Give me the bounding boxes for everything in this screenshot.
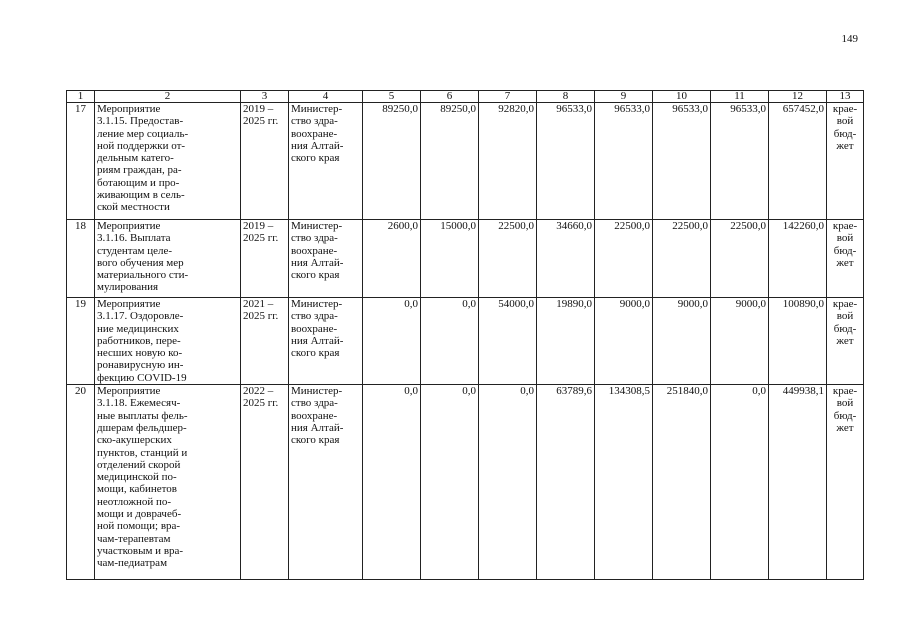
amount-cell: 15000,0 <box>421 220 479 298</box>
column-header: 2 <box>95 91 241 103</box>
amount-cell: 96533,0 <box>711 103 769 220</box>
executor-cell: Министер- ство здра- воохране- ния Алтай- ского края <box>289 385 363 580</box>
amount-cell: 142260,0 <box>769 220 827 298</box>
amount-cell: 0,0 <box>363 298 421 385</box>
row-number-cell: 17 <box>67 103 95 220</box>
column-header: 4 <box>289 91 363 103</box>
amount-cell: 251840,0 <box>653 385 711 580</box>
amount-cell: 89250,0 <box>421 103 479 220</box>
period-cell: 2019 – 2025 гг. <box>241 220 289 298</box>
column-header: 10 <box>653 91 711 103</box>
column-header: 12 <box>769 91 827 103</box>
header-row <box>67 91 864 103</box>
amount-cell: 96533,0 <box>653 103 711 220</box>
measure-cell: Мероприятие 3.1.16. Выплата студентам целе- вого обучения мер материального сти- мулирования <box>95 220 241 298</box>
column-header: 3 <box>241 91 289 103</box>
column-header: 6 <box>421 91 479 103</box>
table-row <box>67 385 864 580</box>
row-number-cell: 20 <box>67 385 95 580</box>
measure-cell: Мероприятие 3.1.17. Оздоровле- ние медицинских работников, пере- несших новую ко- ронавирусную ин- фекцию COVID-19 <box>95 298 241 385</box>
page-number: 149 <box>841 33 858 45</box>
funding-source-cell: крае- вой бюд- жет <box>827 220 864 298</box>
amount-cell: 92820,0 <box>479 103 537 220</box>
amount-cell: 22500,0 <box>711 220 769 298</box>
amount-cell: 19890,0 <box>537 298 595 385</box>
amount-cell: 22500,0 <box>479 220 537 298</box>
amount-cell: 22500,0 <box>595 220 653 298</box>
amount-cell: 0,0 <box>363 385 421 580</box>
amount-cell: 0,0 <box>421 298 479 385</box>
amount-cell: 100890,0 <box>769 298 827 385</box>
table-row <box>67 103 864 220</box>
executor-cell: Министер- ство здра- воохране- ния Алтай- ского края <box>289 298 363 385</box>
amount-cell: 9000,0 <box>653 298 711 385</box>
table-body <box>67 103 864 580</box>
amount-cell: 9000,0 <box>595 298 653 385</box>
funding-source-cell: крае- вой бюд- жет <box>827 298 864 385</box>
amount-cell: 22500,0 <box>653 220 711 298</box>
column-header: 8 <box>537 91 595 103</box>
executor-cell: Министер- ство здра- воохране- ния Алтай- ского края <box>289 220 363 298</box>
amount-cell: 0,0 <box>711 385 769 580</box>
funding-source-cell: крае- вой бюд- жет <box>827 385 864 580</box>
amount-cell: 0,0 <box>421 385 479 580</box>
column-header: 11 <box>711 91 769 103</box>
period-cell: 2021 – 2025 гг. <box>241 298 289 385</box>
period-cell: 2022 – 2025 гг. <box>241 385 289 580</box>
table-row <box>67 220 864 298</box>
amount-cell: 0,0 <box>479 385 537 580</box>
row-number-cell: 19 <box>67 298 95 385</box>
amount-cell: 96533,0 <box>595 103 653 220</box>
column-header: 13 <box>827 91 864 103</box>
row-number-cell: 18 <box>67 220 95 298</box>
amount-cell: 54000,0 <box>479 298 537 385</box>
amount-cell: 657452,0 <box>769 103 827 220</box>
amount-cell: 9000,0 <box>711 298 769 385</box>
column-header: 9 <box>595 91 653 103</box>
period-cell: 2019 – 2025 гг. <box>241 103 289 220</box>
measure-cell: Мероприятие 3.1.15. Предостав- ление мер социаль- ной поддержки от- дельным катего- риям граждан, ра- ботающим и про- живающим в сель- ской местности <box>95 103 241 220</box>
column-header: 5 <box>363 91 421 103</box>
table-row <box>67 298 864 385</box>
amount-cell: 34660,0 <box>537 220 595 298</box>
budget-table <box>66 90 864 580</box>
amount-cell: 96533,0 <box>537 103 595 220</box>
executor-cell: Министер- ство здра- воохране- ния Алтай- ского края <box>289 103 363 220</box>
amount-cell: 2600,0 <box>363 220 421 298</box>
amount-cell: 134308,5 <box>595 385 653 580</box>
amount-cell: 63789,6 <box>537 385 595 580</box>
amount-cell: 449938,1 <box>769 385 827 580</box>
funding-source-cell: крае- вой бюд- жет <box>827 103 864 220</box>
amount-cell: 89250,0 <box>363 103 421 220</box>
column-header: 1 <box>67 91 95 103</box>
measure-cell: Мероприятие 3.1.18. Ежемесяч- ные выплаты фель- дшерам фельдшер- ско-акушерских пунктов, станций и отделений скорой медицинской по- мощи, кабинетов неотложной по- мощи и доврачеб- ной помощи; вра- чам-терапевтам участковым и вра- чам-педиатрам <box>95 385 241 580</box>
column-header: 7 <box>479 91 537 103</box>
